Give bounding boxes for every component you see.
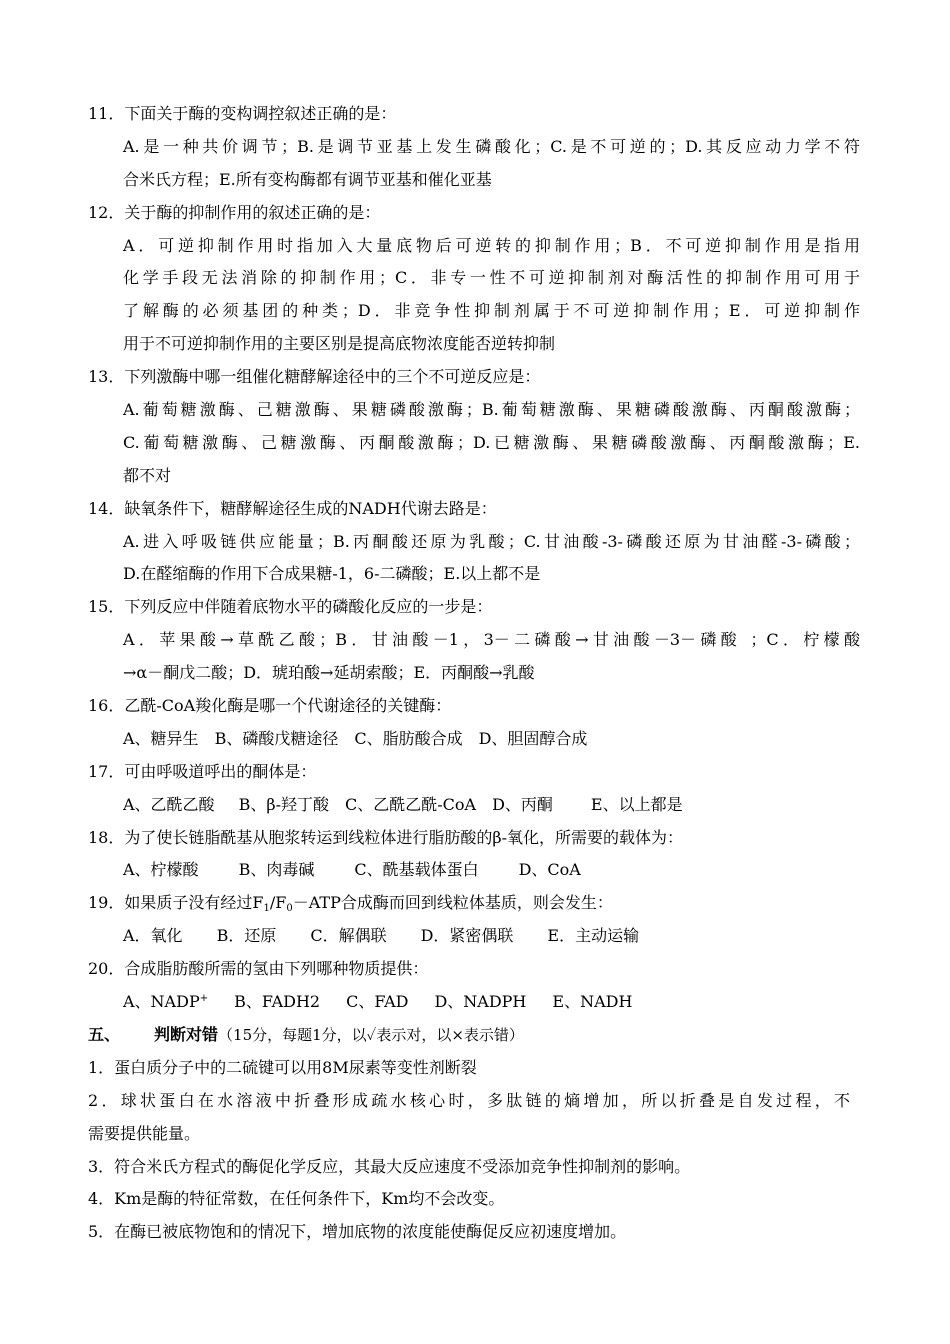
option-a: A、糖异生 bbox=[123, 728, 199, 748]
question-11-stem: 11．下面关于酶的变构调控叙述正确的是： bbox=[88, 104, 397, 123]
question-12-options-line4: 用于不可逆抑制作用的主要区别是提高底物浓度能否逆转抑制 bbox=[123, 334, 556, 354]
option-a: A、NADP+ bbox=[123, 992, 209, 1012]
option-c: C．解偶联 bbox=[310, 926, 387, 946]
question-14-options-line1: A.进入呼吸链供应能量；B.丙酮酸还原为乳酸；C.甘油酸-3-磷酸还原为甘油醛-3-磷酸； bbox=[123, 531, 860, 551]
question-11-options-line1: A.是一种共价调节；B.是调节亚基上发生磷酸化；C.是不可逆的；D.其反应动力学不符 bbox=[123, 136, 860, 156]
exam-content bbox=[0, 98, 950, 1249]
question-19-options bbox=[0, 920, 950, 953]
section-5-heading bbox=[0, 1019, 950, 1052]
question-20-options bbox=[0, 986, 950, 1019]
option-c: C、脂肪酸合成 bbox=[354, 728, 463, 748]
true-false-item-2: 2．球状蛋白在水溶液中折叠形成疏水核心时，多肽链的熵增加，所以折叠是自发过程，不 bbox=[88, 1090, 850, 1110]
question-15-options-line2: →α－酮戊二酸；D．琥珀酸→延胡索酸；E．丙酮酸→乳酸 bbox=[123, 663, 535, 683]
question-19-stem: 19．如果质子没有经过$F_1/F_0-ATP$合成酶而回到线粒体基质，则会发生： bbox=[88, 893, 613, 915]
option-d: D、胆固醇合成 bbox=[478, 728, 588, 748]
true-false-item-4: 4．Km是酶的特征常数，在任何条件下，Km均不会改变。 bbox=[88, 1189, 505, 1209]
question-12-options-line3: 了解酶的必须基团的种类；D．非竞争性抑制剂属于不可逆抑制作用；E．可逆抑制作 bbox=[123, 301, 860, 321]
true-false-item-1: 1．蛋白质分子中的二硫键可以用8M尿素等变性剂断裂 bbox=[88, 1057, 477, 1077]
option-b: B、肉毒碱 bbox=[238, 860, 315, 880]
option-e: E、NADH bbox=[552, 992, 633, 1012]
question-12-stem: 12．关于酶的抑制作用的叙述正确的是： bbox=[88, 202, 381, 222]
question-16-stem: 16．乙酰-CoA羧化酶是哪一个代谢途径的关键酶： bbox=[88, 696, 452, 716]
question-12-options-line2: 化学手段无法消除的抑制作用；C．非专一性不可逆抑制剂对酶活性的抑制作用可用于 bbox=[123, 268, 860, 288]
option-d: D、丙酮 bbox=[492, 794, 553, 814]
question-13-options-line3: 都不对 bbox=[123, 465, 172, 485]
section-5-title: 判断对错 bbox=[154, 1024, 219, 1044]
option-c: C、酰基载体蛋白 bbox=[354, 860, 479, 880]
question-14-stem: 14．缺氧条件下，糖酵解途径生成的NADH代谢去路是： bbox=[88, 498, 497, 518]
question-11-options-line2: 合米氏方程；E.所有变构酶都有调节亚基和催化亚基 bbox=[123, 169, 492, 189]
option-b: B、β-羟丁酸 bbox=[238, 794, 329, 814]
option-c: C、FAD bbox=[346, 992, 409, 1012]
question-17-options bbox=[0, 789, 950, 822]
option-c: C、乙酰乙酰-CoA bbox=[344, 794, 477, 814]
true-false-item-2-cont: 需要提供能量。 bbox=[88, 1123, 201, 1143]
section-5-number: 五、 bbox=[88, 1024, 121, 1044]
option-d: D．紧密偶联 bbox=[420, 926, 514, 946]
question-18-options bbox=[0, 854, 950, 887]
question-13-stem: 13．下列激酶中哪一组催化糖酵解途径中的三个不可逆反应是： bbox=[88, 367, 541, 387]
option-b: B、磷酸戊糖途径 bbox=[214, 728, 339, 748]
question-15-stem: 15．下列反应中伴随着底物水平的磷酸化反应的一步是： bbox=[88, 597, 493, 617]
question-13-options-line2: C.葡萄糖激酶、己糖激酶、丙酮酸激酶；D.已糖激酶、果糖磷酸激酶、丙酮酸激酶；E. bbox=[123, 432, 860, 452]
option-e: E、以上都是 bbox=[590, 794, 683, 814]
question-13-options-line1: A.葡萄糖激酶、己糖激酶、果糖磷酸激酶；B.葡萄糖激酶、果糖磷酸激酶、丙酮酸激酶； bbox=[123, 400, 860, 420]
option-a: A、乙酰乙酸 bbox=[123, 794, 215, 814]
question-18-stem: 18．为了使长链脂酰基从胞浆转运到线粒体进行脂肪酸的β-氧化，所需要的载体为： bbox=[88, 827, 684, 847]
true-false-item-5: 5．在酶已被底物饱和的情况下，增加底物的浓度能使酶促反应初速度增加。 bbox=[88, 1222, 627, 1242]
question-14-options-line2: D.在醛缩酶的作用下合成果糖-1，6-二磷酸；E.以上都不是 bbox=[123, 564, 541, 584]
question-12-options-line1: A．可逆抑制作用时指加入大量底物后可逆转的抑制作用；B．不可逆抑制作用是指用 bbox=[123, 235, 860, 255]
question-16-options bbox=[0, 723, 950, 756]
option-b: B、FADH2 bbox=[234, 992, 321, 1012]
true-false-item-3: 3．符合米氏方程式的酶促化学反应，其最大反应速度不受添加竞争性抑制剂的影响。 bbox=[88, 1156, 691, 1176]
question-17-stem: 17．可由呼吸道呼出的酮体是： bbox=[88, 761, 317, 781]
option-b: B．还原 bbox=[216, 926, 277, 946]
option-d: D、CoA bbox=[518, 860, 581, 880]
question-20-stem: 20．合成脂肪酸所需的氢由下列哪种物质提供： bbox=[88, 959, 429, 979]
question-15-options-line1: A．苹果酸→草酰乙酸；B．甘油酸－1，3－二磷酸→甘油酸－3－磷酸 ；C．柠檬酸 bbox=[123, 630, 860, 650]
section-5-description: （15分，每题1分，以✓表示对，以×表示错） bbox=[218, 1025, 524, 1044]
option-a: A．氧化 bbox=[123, 926, 183, 946]
option-d: D、NADPH bbox=[434, 992, 527, 1012]
option-e: E．主动运输 bbox=[547, 926, 640, 946]
option-a: A、柠檬酸 bbox=[123, 860, 199, 880]
